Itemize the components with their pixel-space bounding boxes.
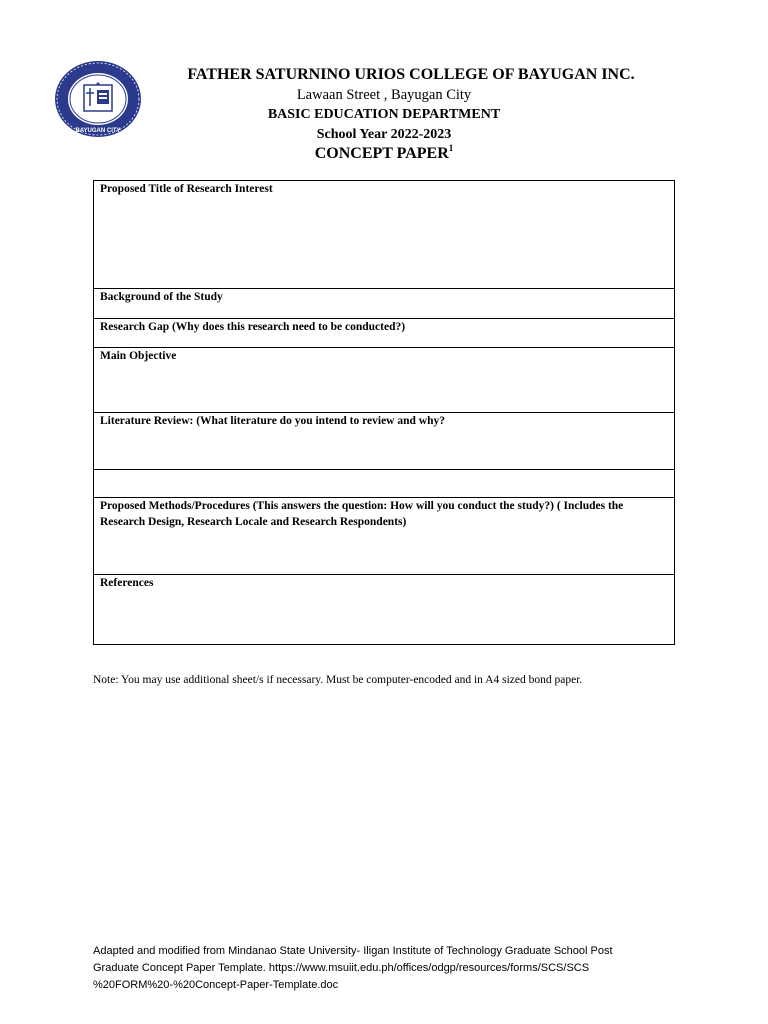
form-label: Proposed Title of Research Interest: [100, 183, 273, 195]
footnote-mark: 1: [448, 143, 454, 153]
document-title-text: CONCEPT PAPER: [314, 145, 449, 162]
form-cell-main-objective[interactable]: [94, 348, 675, 413]
form-cell-blank[interactable]: [94, 470, 675, 498]
form-cell-research-gap[interactable]: [94, 319, 675, 348]
form-cell-references[interactable]: [94, 575, 675, 645]
form-label: Main Objective: [100, 350, 177, 362]
seal-bottom-text: BAYUGAN CITY: [75, 128, 121, 134]
footnote-line: %20FORM%20-%20Concept-Paper-Template.doc: [93, 979, 339, 991]
form-cell-background[interactable]: [94, 289, 675, 319]
form-label: Research Gap (Why does this research need to be conducted?): [100, 321, 406, 333]
form-label: Background of the Study: [100, 291, 223, 303]
department-name: BASIC EDUCATION DEPARTMENT: [267, 107, 501, 122]
school-year: School Year 2022-2023: [316, 127, 452, 142]
footnote-line: Adapted and modified from Mindanao State University- Iligan Institute of Technology Graduate School Post: [93, 945, 613, 957]
footnote: [93, 943, 693, 994]
document-title: [0, 145, 768, 163]
school-name: FATHER SATURNINO URIOS COLLEGE OF BAYUGAN INC.: [187, 66, 635, 83]
concept-paper-form: [93, 180, 675, 645]
form-cell-methods[interactable]: [94, 498, 675, 575]
form-label: Literature Review: (What literature do you intend to review and why?: [100, 415, 445, 427]
form-cell-proposed-title[interactable]: [94, 181, 675, 289]
form-cell-literature-review[interactable]: [94, 413, 675, 470]
note-text: Note: You may use additional sheet/s if necessary. Must be computer-encoded and in A4 sized bond paper.: [93, 674, 583, 686]
footnote-line: Graduate Concept Paper Template. https://www.msuiit.edu.ph/offices/odgp/resources/forms/SCS/SCS: [93, 962, 590, 974]
school-address: Lawaan Street , Bayugan City: [296, 87, 472, 103]
form-label: Proposed Methods/Procedures (This answers the question: How will you conduct the study?) ( Includes the Research Design, Research Locale and Research Respondents): [100, 500, 624, 528]
form-label: References: [100, 577, 154, 589]
